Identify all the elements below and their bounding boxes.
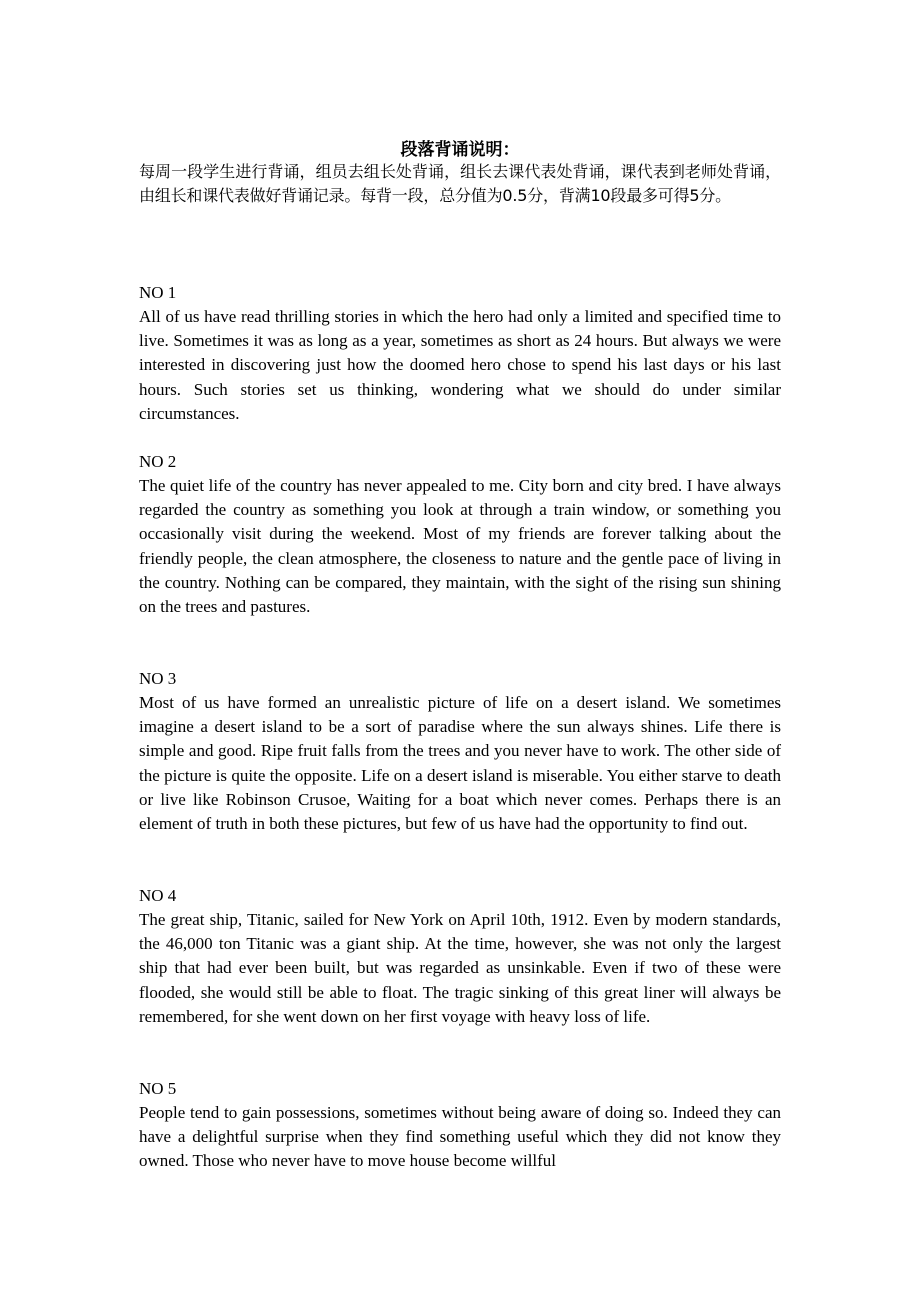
section-heading: NO 4	[139, 886, 177, 905]
section-heading: NO 3	[139, 669, 177, 688]
section-paragraph: The quiet life of the country has never appealed to me. City born and city bred. I have always regarded the country as something you look at through a train window, or something you occasionally visit during the weekend. Most of my friends are forever talking about the friendly people, the clean atmosphere, the closeness to nature and the gentle pace of living in the country. Nothing can be compared, they maintain, with the sight of the rising sun shining on the trees and pastures.	[139, 476, 781, 617]
section-heading: NO 5	[139, 1079, 177, 1098]
intro-paragraph: 每周一段学生进行背诵，组员去组长处背诵，组长去课代表处背诵，课代表到老师处背诵，由组长和课代表做好背诵记录。每背一段，总分值为0.5分，背满10段最多可得5分。	[139, 162, 781, 205]
section-paragraph: All of us have read thrilling stories in which the hero had only a limited and specified time to live. Sometimes it was as long as a year, sometimes as short as 24 hours. But always we were interested in discovering just how the doomed hero chose to spend his last days or his last hours. Such stories set us thinking, wondering what we should do under similar circumstances.	[139, 307, 781, 423]
page-title: 段落背诵说明：	[400, 140, 520, 160]
section-paragraph: Most of us have formed an unrealistic picture of life on a desert island. We sometimes imagine a desert island to be a sort of paradise where the sun always shines. Life there is simple and good. Ripe fruit falls from the trees and you never have to work. The other side of the picture is quite the opposite. Life on a desert island is miserable. You either starve to death or live like Robinson Crusoe, Waiting for a boat which never comes. Perhaps there is an element of truth in both these pictures, but few of us have had the opportunity to find out.	[139, 693, 781, 834]
section-paragraph: People tend to gain possessions, sometimes without being aware of doing so. Indeed they can have a delightful surprise when they find something useful which they did not know they owned. Those who never have to move house become willful	[139, 1103, 781, 1171]
section-heading: NO 2	[139, 452, 177, 471]
section-no5	[139, 1077, 781, 1173]
section-no4	[139, 884, 781, 1029]
section-heading: NO 1	[139, 283, 177, 302]
section-no1	[139, 281, 781, 426]
section-no2	[139, 450, 781, 619]
section-paragraph: The great ship, Titanic, sailed for New York on April 10th, 1912. Even by modern standards, the 46,000 ton Titanic was a giant ship. At the time, however, she was not only the largest ship that had ever been built, but was regarded as unsinkable. Even if two of these were flooded, she would still be able to float. The tragic sinking of this great liner will always be remembered, for she went down on her first voyage with heavy loss of life.	[139, 910, 781, 1026]
section-no3	[139, 667, 781, 836]
